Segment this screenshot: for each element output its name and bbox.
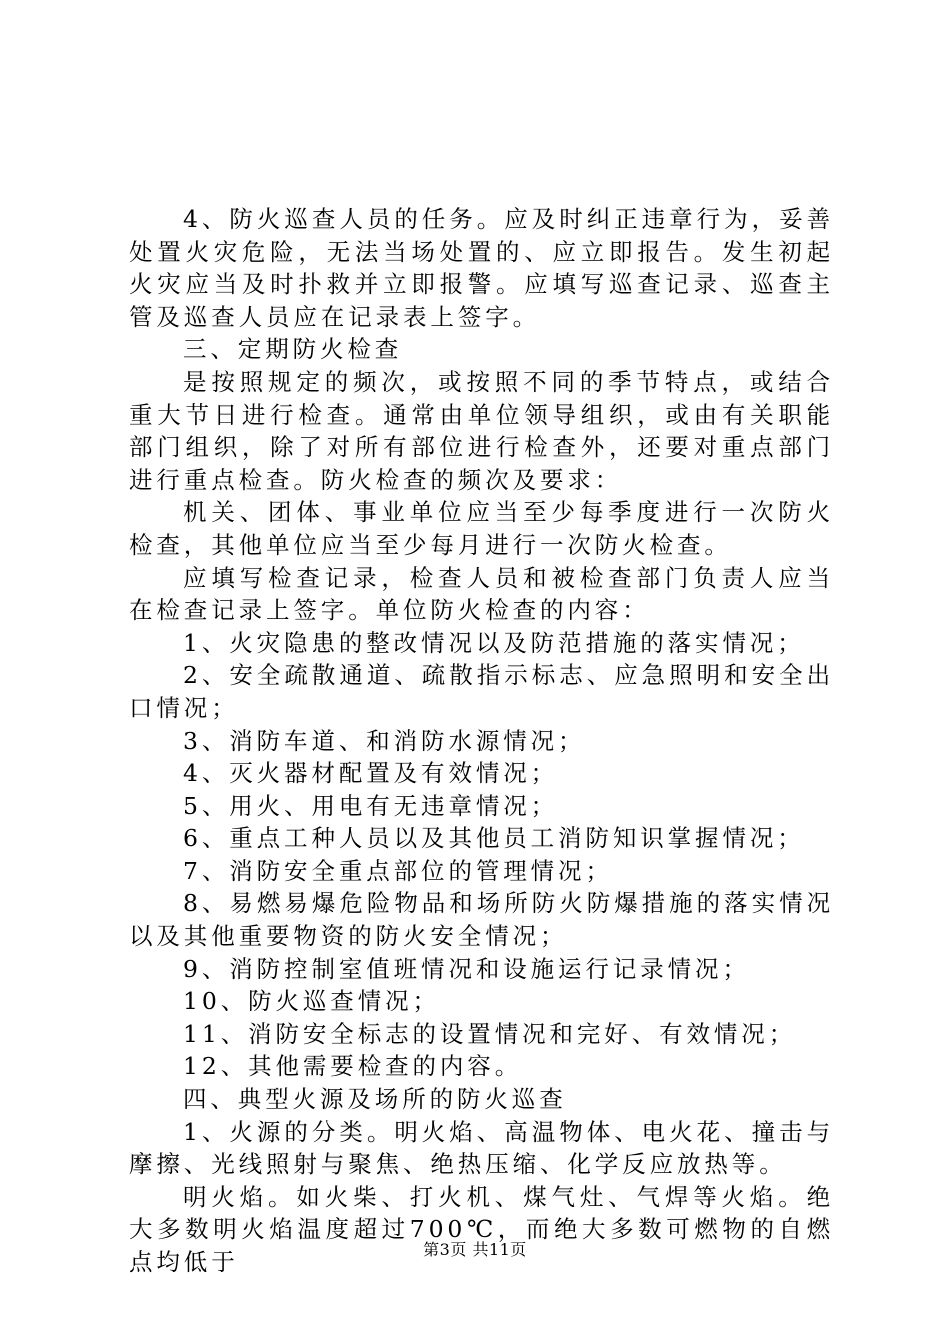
paragraph-inspection-definition: 是按照规定的频次，或按照不同的季节特点，或结合重大节日进行检查。通常由单位领导组织，或由有关职能部门组织，除了对所有部位进行检查外，还要对重点部门进行重点检查。防火检查的频次及要求：	[129, 367, 834, 494]
page-footer: 第3页 共11页	[423, 1240, 527, 1259]
list-item-9: 9、消防控制室值班情况和设施运行记录情况；	[183, 954, 750, 983]
document-body	[129, 203, 834, 1279]
list-item-10: 10、防火巡查情况；	[183, 987, 440, 1016]
paragraph-inspection-record: 应填写检查记录，检查人员和被检查部门负责人应当在检查记录上签字。单位防火检查的内容：	[129, 563, 834, 625]
list-item-4: 4、灭火器材配置及有效情况；	[183, 759, 559, 788]
paragraph-open-flame: 明火焰。如火柴、打火机、煤气灶、气焊等火焰。绝大多数明火焰温度超过700℃，而绝大多数可燃物的自燃点均低于	[129, 1182, 834, 1276]
paragraph-fire-source-categories: 1、火源的分类。明火焰、高温物体、电火花、撞击与摩擦、光线照射与聚焦、绝热压缩、化学反应放热等。	[129, 1117, 834, 1179]
list-item-1: 1、火灾隐患的整改情况以及防范措施的落实情况；	[183, 628, 805, 657]
list-item-8: 8、易燃易爆危险物品和场所防火防爆措施的落实情况以及其他重要物资的防火安全情况；	[129, 889, 834, 951]
list-item-5: 5、用火、用电有无违章情况；	[183, 791, 559, 820]
list-item-6: 6、重点工种人员以及其他员工消防知识掌握情况；	[183, 824, 805, 853]
list-item-3: 3、消防车道、和消防水源情况；	[183, 726, 586, 755]
list-item-12: 12、其他需要检查的内容。	[183, 1052, 523, 1081]
heading-typical-fire-sources: 四、典型火源及场所的防火巡查	[183, 1085, 567, 1114]
paragraph-patrol-duties: 4、防火巡查人员的任务。应及时纠正违章行为，妥善处置火灾危险，无法当场处置的、应立即报告。发生初起火灾应当及时扑救并立即报警。应填写巡查记录、巡查主管及巡查人员应在记录表上签字。	[129, 205, 834, 331]
list-item-11: 11、消防安全标志的设置情况和完好、有效情况；	[183, 1019, 797, 1048]
heading-periodic-inspection: 三、定期防火检查	[183, 335, 403, 364]
paragraph-inspection-frequency: 机关、团体、事业单位应当至少每季度进行一次防火检查，其他单位应当至少每月进行一次防火检查。	[129, 498, 834, 559]
list-item-7: 7、消防安全重点部位的管理情况；	[183, 856, 613, 885]
list-item-2: 2、安全疏散通道、疏散指示标志、应急照明和安全出口情况；	[129, 661, 834, 722]
